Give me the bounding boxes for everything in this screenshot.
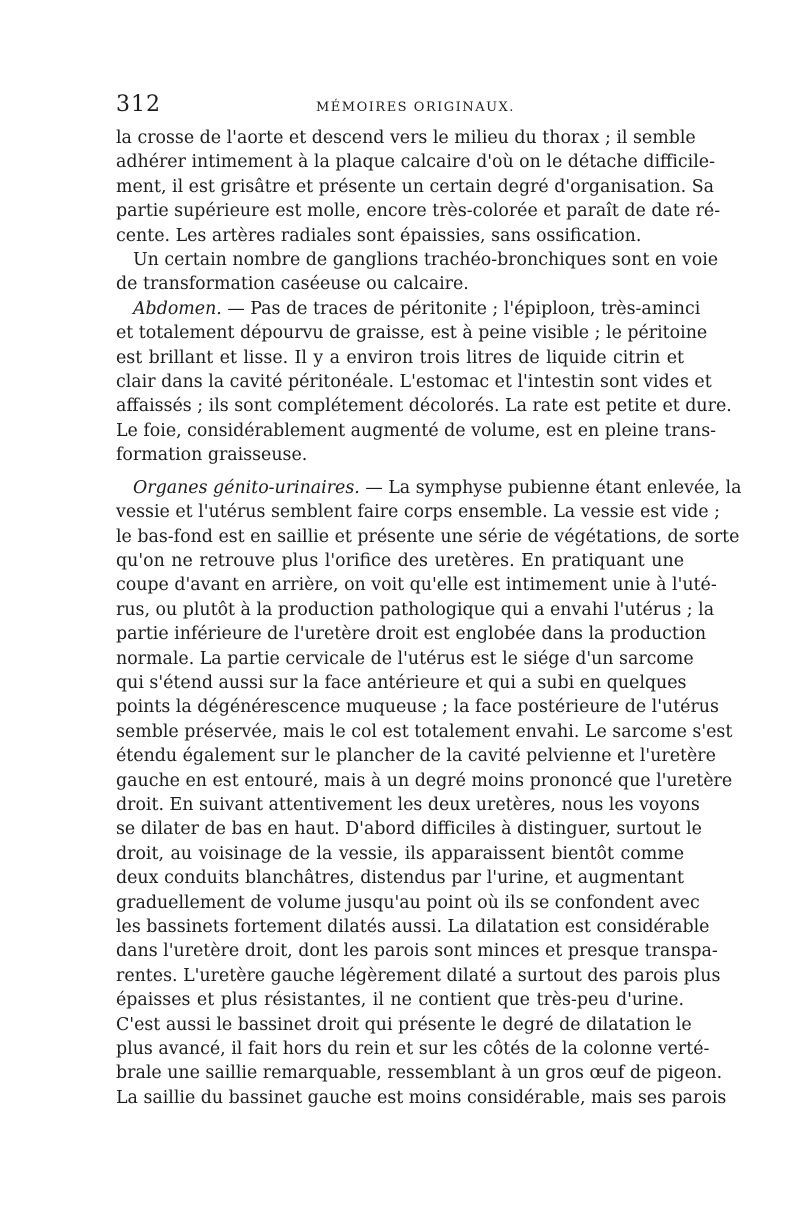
text-line: La saillie du bassinet gauche est moins considérable, mais ses parois: [116, 1087, 727, 1108]
text-line: qu'on ne retrouve plus l'orifice des uretères. En pratiquant une: [116, 550, 684, 571]
text-line: semble préservée, mais le col est totalement envahi. Le sarcome s'est: [116, 721, 733, 742]
text-line: droit. En suivant attentivement les deux uretères, nous les voyons: [116, 794, 700, 815]
text-line: Le foie, considérablement augmenté de volume, est en pleine trans-: [116, 420, 717, 441]
book-page: [116, 92, 742, 1110]
text-line: vessie et l'utérus semblent faire corps ensemble. La vessie est vide ;: [116, 502, 720, 523]
body-text: [116, 126, 742, 1110]
text-line: partie supérieure est molle, encore très-colorée et paraît de date ré-: [116, 201, 721, 222]
text-line: formation graisseuse.: [116, 445, 308, 466]
section-lead: Organes génito-urinaires.: [133, 477, 360, 498]
text-line: normale. La partie cervicale de l'utérus est le siége d'un sarcome: [116, 648, 694, 669]
text-line: étendu également sur le plancher de la cavité pelvienne et l'uretère: [116, 746, 716, 767]
text-line: plus avancé, il fait hors du rein et sur les côtés de la colonne verté-: [116, 1039, 710, 1060]
text-line: partie inférieure de l'uretère droit est englobée dans la production: [116, 624, 707, 645]
text-line: la crosse de l'aorte et descend vers le milieu du thorax ; il semble: [116, 128, 696, 148]
text-line: est brillant et lisse. Il y a environ trois litres de liquide citrin et: [116, 347, 684, 368]
paragraph-abdomen: [116, 297, 732, 468]
text-line: affaissés ; ils sont complétement décolorés. La rate est petite et dure.: [116, 396, 732, 417]
text-line: C'est aussi le bassinet droit qui présente le degré de dilatation le: [116, 1014, 692, 1035]
text-line: se dilater de bas en haut. D'abord difficiles à distinguer, surtout le: [116, 819, 702, 840]
section-lead: Abdomen.: [133, 298, 222, 319]
text-line: Un certain nombre de ganglions trachéo-bronchiques sont en voie: [133, 250, 719, 271]
text-line: gauche en est entouré, mais à un degré moins prononcé que l'uretère: [116, 770, 733, 791]
paragraph: [116, 126, 721, 248]
text-line: les bassinets fortement dilatés aussi. La dilatation est considérable: [116, 917, 710, 937]
page-header: [116, 92, 684, 126]
text-line: points la dégénérescence muqueuse ; la face postérieure de l'utérus: [116, 697, 719, 718]
text-line: épaisses et plus résistantes, il ne contient que très-peu d'urine.: [116, 990, 684, 1011]
paragraph-organes: [116, 476, 742, 1111]
text-line: de transformation caséeuse ou calcaire.: [116, 274, 469, 295]
paragraph-gap: [116, 468, 684, 476]
running-title: MÉMOIRES ORIGINAUX.: [316, 100, 515, 115]
text-line: [116, 297, 701, 321]
text-run: — La symphyse pubienne étant enlevée, la: [359, 477, 742, 498]
text-line: le bas-fond est en saillie et présente une série de végétations, de sorte: [116, 526, 740, 547]
text-line: deux conduits blanchâtres, distendus par l'urine, et augmentant: [116, 868, 684, 889]
paragraph: [116, 248, 719, 297]
text-line: et totalement dépourvu de graisse, est à peine visible ; le péritoine: [116, 323, 708, 344]
text-line: droit, au voisinage de la vessie, ils apparaissent bientôt comme: [116, 843, 684, 864]
text-line: graduellement de volume jusqu'au point où ils se confondent avec: [116, 892, 700, 913]
page-number: 312: [116, 92, 161, 117]
text-line: qui s'étend aussi sur la face antérieure et qui a subi en quelques: [116, 672, 687, 693]
text-line: cente. Les artères radiales sont épaissies, sans ossification.: [116, 225, 642, 246]
text-line: dans l'uretère droit, dont les parois sont minces et presque transpa-: [116, 941, 718, 962]
text-line: [116, 476, 742, 500]
text-line: ment, il est grisâtre et présente un certain degré d'organisation. Sa: [116, 176, 715, 197]
text-line: rentes. L'uretère gauche légèrement dilaté a surtout des parois plus: [116, 965, 721, 986]
text-line: clair dans la cavité péritonéale. L'estomac et l'intestin sont vides et: [116, 372, 712, 393]
text-line: coupe d'avant en arrière, on voit qu'elle est intimement unie à l'uté-: [116, 575, 717, 596]
text-run: — Pas de traces de péritonite ; l'épiploon, très-aminci: [221, 298, 701, 319]
text-line: rus, ou plutôt à la production pathologique qui a envahi l'utérus ; la: [116, 599, 715, 620]
text-line: brale une saillie remarquable, ressemblant à un gros œuf de pigeon.: [116, 1063, 723, 1084]
text-line: adhérer intimement à la plaque calcaire d'où on le détache difficile-: [116, 152, 715, 173]
